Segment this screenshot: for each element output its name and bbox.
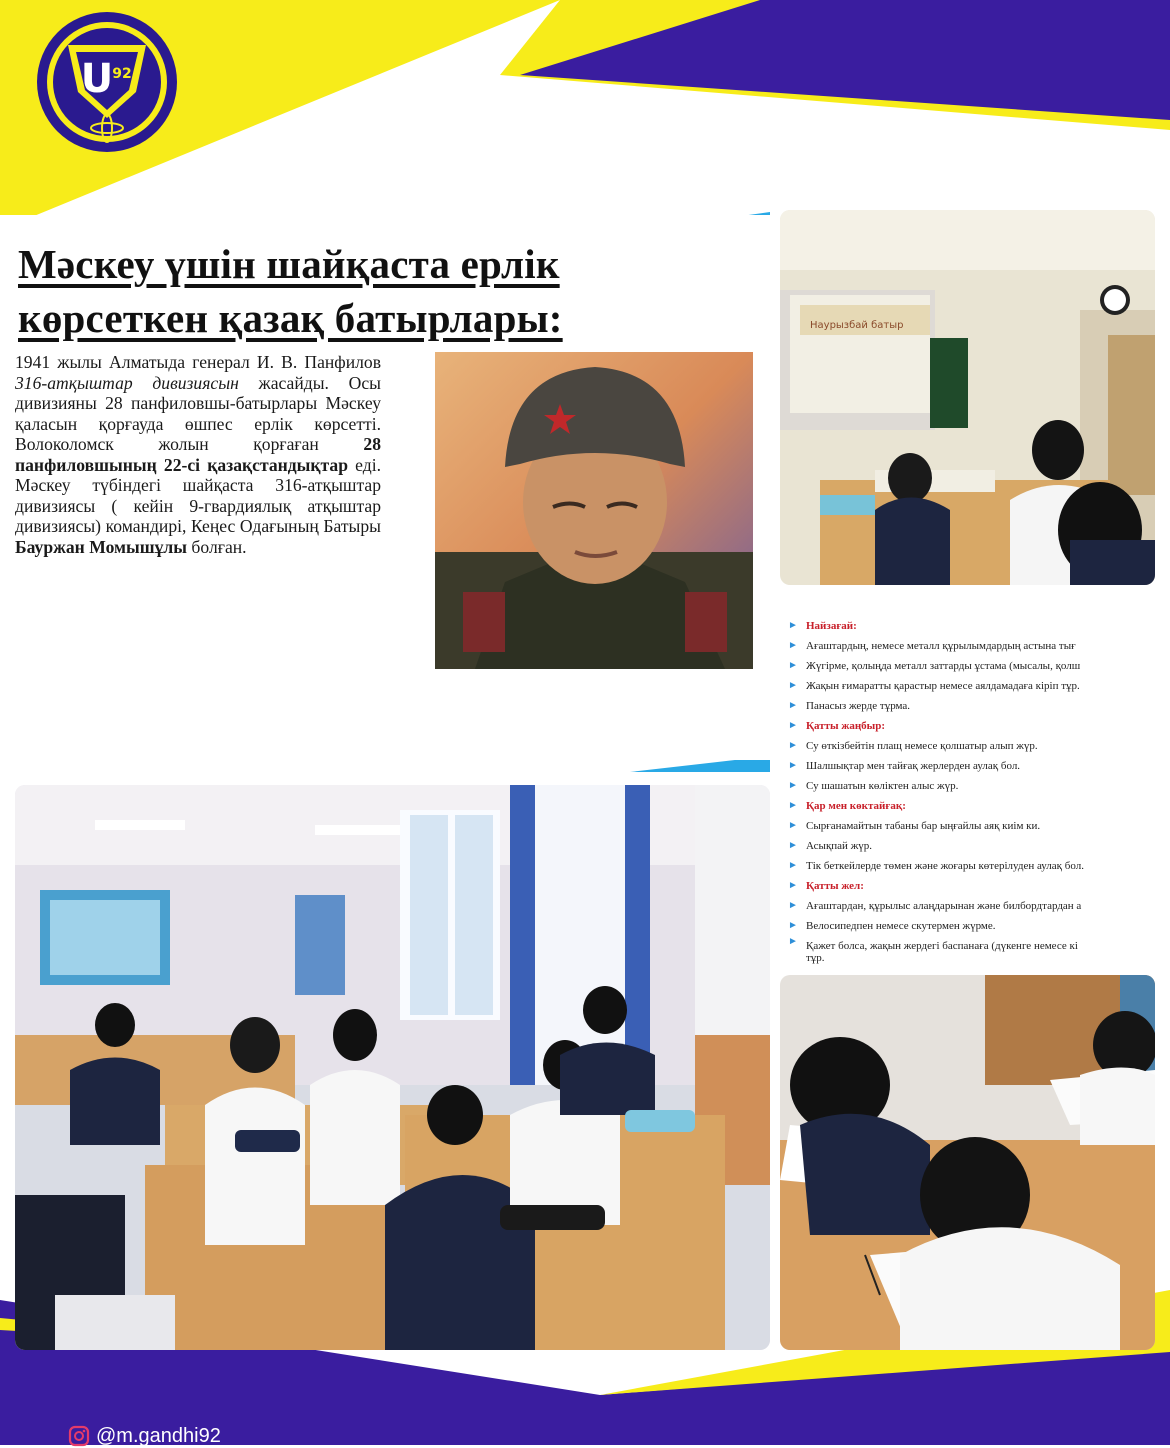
safety-item: ► Шалшықтар мен тайғақ жерлерден аулақ бол.	[788, 756, 1170, 776]
hero-portrait	[435, 352, 753, 669]
title-line-2: көрсеткен қазақ батырлары:	[18, 295, 563, 341]
bullet-icon: ►	[788, 700, 798, 711]
safety-item: тұр.	[806, 952, 825, 964]
safety-item: ► Жүгірме, қолыңда металл заттарды ұстама (мысалы, қолш	[788, 656, 1170, 676]
school-logo	[18, 0, 196, 165]
bullet-icon: ►	[788, 936, 798, 947]
safety-heading: ► Қатты жел:	[788, 876, 1170, 896]
safety-heading: ► Қатты жаңбыр:	[788, 716, 1170, 736]
logo-monogram: U	[80, 56, 114, 102]
bullet-icon: ►	[788, 640, 798, 651]
safety-tips-slide	[780, 596, 1170, 968]
safety-item: ► Велосипедпен немесе скутермен жүрме.	[788, 916, 1170, 936]
safety-heading: ► Найзағай:	[788, 616, 1170, 636]
classroom-photo-writing	[780, 975, 1155, 1350]
safety-item: ► Ағаштардан, құрылыс алаңдарынан және билбордтардан а	[788, 896, 1170, 916]
bullet-icon: ►	[788, 740, 798, 751]
body-bold-1: 28 панфиловшының 22-сі қазақстандықтар	[15, 434, 381, 475]
bullet-icon: ►	[788, 900, 798, 911]
bullet-icon: ►	[788, 880, 798, 891]
body-italic: 316-атқыштар дивизиясын	[15, 372, 239, 393]
safety-list	[788, 616, 1170, 964]
bullet-icon: ►	[788, 780, 798, 791]
bullet-icon: ►	[788, 800, 798, 811]
classroom-photo-top	[780, 210, 1155, 585]
classroom-photo-large	[15, 785, 770, 1350]
safety-item: ► Сырғанамайтын табаны бар ыңғайлы аяқ киім ки.	[788, 816, 1170, 836]
safety-item: ► Су шашатын көліктен алыс жүр.	[788, 776, 1170, 796]
bullet-icon: ►	[788, 720, 798, 731]
bullet-icon: ►	[788, 820, 798, 831]
bullet-icon: ►	[788, 760, 798, 771]
safety-item: ► Панасыз жерде тұрма.	[788, 696, 1170, 716]
safety-item: ► Ағаштардың, немесе металл құрылымдардың астына тығ	[788, 636, 1170, 656]
bullet-icon: ►	[788, 840, 798, 851]
logo-number: 92	[112, 66, 132, 82]
body-text-2: жасайды. Осы дивизияны 28 панфиловшы-батырлары Мәскеу қаласын қорғауда өшпес ерлік көрсетті. Волоколомск жолын қорғаған	[15, 372, 381, 454]
safety-item: ► Су өткізбейтін плащ немесе қолшатыр алып жүр.	[788, 736, 1170, 756]
safety-item: ► Тік беткейлерде төмен және жоғары көтерілуден аулақ бол.	[788, 856, 1170, 876]
instagram-icon[interactable]	[68, 1425, 90, 1447]
bullet-icon: ►	[788, 860, 798, 871]
title-line-1: Мәскеу үшін шайқаста ерлік	[18, 241, 560, 287]
footer	[68, 1424, 221, 1448]
safety-heading: ► Қар мен көктайғақ:	[788, 796, 1170, 816]
article-title	[18, 237, 758, 345]
bullet-icon: ►	[788, 660, 798, 671]
article-slide	[0, 215, 770, 760]
body-text-1: 1941 жылы Алматыда генерал И. В. Панфилов	[15, 352, 381, 372]
bullet-icon: ►	[788, 920, 798, 931]
safety-item: ► Қажет болса, жақын жердегі баспанаға (дүкенге немесе кі	[788, 936, 1078, 952]
instagram-handle[interactable]: @m.gandhi92	[96, 1424, 221, 1447]
body-bold-2: Бауржан Момышұлы	[15, 536, 188, 557]
body-text-3: еді. Мәскеу түбіндегі шайқаста 316-атқыштар дивизиясы ( кейін 9-гвардиялық атқыштар дивизиясы) командирі, Кеңес Одағының Батыры	[15, 454, 381, 536]
safety-item: ► Жақын ғимаратты қарастыр немесе аялдамадаға кіріп тұр.	[788, 676, 1170, 696]
bullet-icon: ►	[788, 680, 798, 691]
body-text-4: болған.	[187, 536, 247, 557]
article-body	[15, 352, 381, 557]
safety-item: ► Асықпай жүр.	[788, 836, 1170, 856]
slide-projection-title: Наурызбай батыр	[810, 320, 904, 331]
bullet-icon: ►	[788, 620, 798, 631]
